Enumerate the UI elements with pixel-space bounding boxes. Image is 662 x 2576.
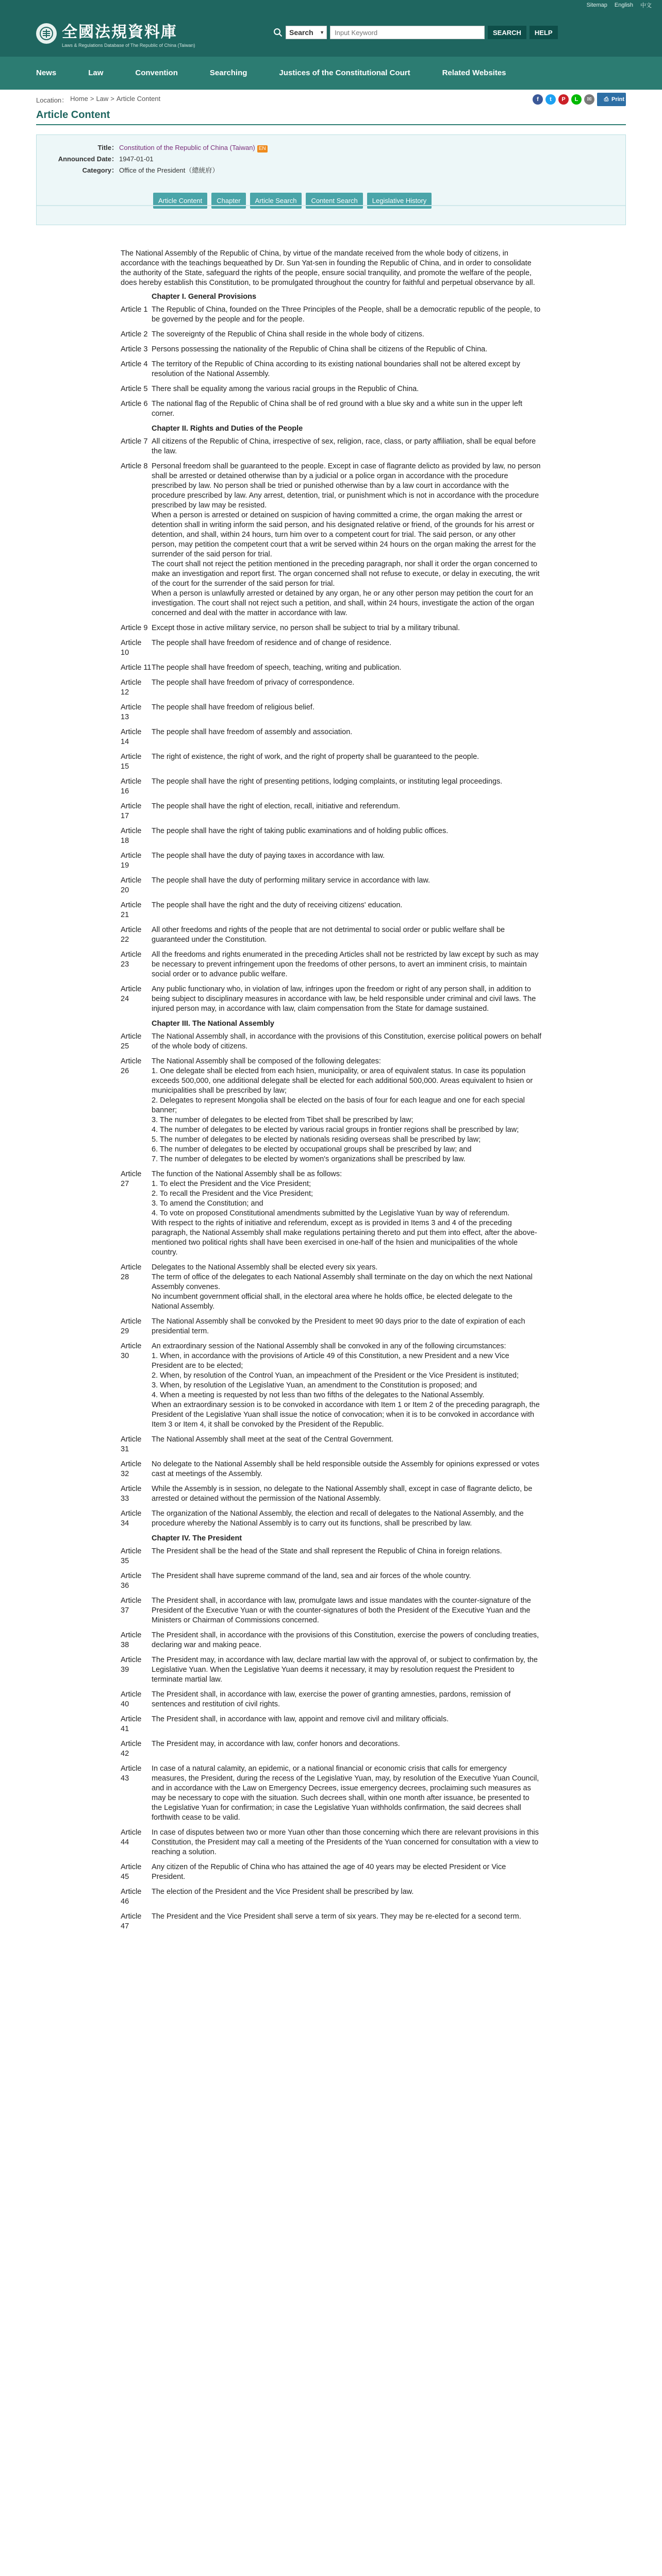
article-row bbox=[121, 1887, 541, 1907]
plurk-icon[interactable]: P bbox=[558, 94, 569, 105]
article-text: The people shall have freedom of assembly and association. bbox=[152, 728, 353, 736]
article-row bbox=[121, 1170, 541, 1258]
article-text: The people shall have freedom of residence and of change of residence. bbox=[152, 639, 392, 647]
article-text: The people shall have the right of presenting petitions, lodging complaints, or instituting legal proceedings. bbox=[152, 777, 503, 786]
article-number[interactable]: Article 34 bbox=[121, 1510, 142, 1528]
article-text: The National Assembly shall be convoked by the President to meet 90 days prior to the date of expiration of each presidential term. bbox=[152, 1317, 525, 1335]
article-row bbox=[121, 305, 541, 325]
article-text: The people shall have freedom of privacy of correspondence. bbox=[152, 679, 355, 687]
breadcrumb-home[interactable]: Home bbox=[70, 94, 88, 103]
chinese-link[interactable]: 中文 bbox=[640, 3, 652, 9]
article-number[interactable]: Article 3 bbox=[121, 345, 148, 353]
search-type-value: Search bbox=[289, 28, 313, 37]
article-number[interactable]: Article 46 bbox=[121, 1888, 142, 1906]
article-row bbox=[121, 623, 541, 633]
article-text: The people shall have the duty of performing military service in accordance with law. bbox=[152, 876, 430, 885]
search-icon bbox=[273, 28, 283, 37]
date-label: Announced Date： bbox=[58, 155, 118, 163]
article-row bbox=[121, 802, 541, 821]
nav-law[interactable]: Law bbox=[88, 69, 104, 77]
law-content bbox=[121, 249, 541, 1931]
tab-article-content[interactable]: Article Content bbox=[153, 193, 207, 209]
article-text: The people shall have freedom of religious belief. bbox=[152, 703, 315, 711]
law-title-link[interactable]: Constitution of the Republic of China (Taiwan) bbox=[119, 144, 255, 151]
facebook-icon[interactable]: f bbox=[533, 94, 543, 105]
printer-icon: ⎙ bbox=[604, 96, 609, 103]
article-row bbox=[121, 950, 541, 979]
nav-related-websites[interactable]: Related Websites bbox=[442, 69, 506, 77]
article-text: No delegate to the National Assembly shall be held responsible outside the Assembly for opinions expressed or votes cast at meetings of the Assembly. bbox=[152, 1460, 540, 1478]
article-text: The national flag of the Republic of China shall be of red ground with a blue sky and a white sun in the upper left corner. bbox=[152, 400, 523, 418]
article-number[interactable]: Article 21 bbox=[121, 901, 142, 919]
article-number[interactable]: Article 5 bbox=[121, 385, 148, 393]
article-number[interactable]: Article 1 bbox=[121, 306, 148, 314]
help-button[interactable]: HELP bbox=[529, 26, 558, 39]
chapter-heading: Chapter III. The National Assembly bbox=[152, 1020, 274, 1028]
article-row bbox=[121, 399, 541, 419]
article-text: Persons possessing the nationality of the Republic of China shall be citizens of the Republic of China. bbox=[152, 345, 488, 353]
article-text: The election of the President and the Vice President shall be prescribed by law. bbox=[152, 1888, 414, 1896]
print-label: Print bbox=[611, 96, 625, 103]
article-text: The President shall, in accordance with law, promulgate laws and issue mandates with the counter-signature of the President of the Executive Yuan or with the counter-signatures of both the President of the Executive Yuan and the Ministers or Chairman of Commissions concerned. bbox=[152, 1597, 531, 1624]
article-number[interactable]: Article 8 bbox=[121, 462, 148, 470]
article-number[interactable]: Article 14 bbox=[121, 728, 142, 746]
article-text: The organization of the National Assembly, the election and recall of delegates to the National Assembly, and the procedure whereby the National Assembly is to carry out its functions, shall be prescribed by law. bbox=[152, 1510, 524, 1528]
article-row bbox=[121, 727, 541, 747]
article-number[interactable]: Article 12 bbox=[121, 679, 142, 697]
article-row bbox=[121, 1342, 541, 1430]
article-number[interactable]: Article 16 bbox=[121, 777, 142, 795]
article-number[interactable]: Article 37 bbox=[121, 1597, 142, 1615]
article-text: All other freedoms and rights of the people that are not detrimental to social order or public welfare shall be guaranteed under the Constitution. bbox=[152, 926, 505, 944]
emblem-icon bbox=[36, 23, 57, 44]
article-row bbox=[121, 925, 541, 945]
article-number[interactable]: Article 36 bbox=[121, 1572, 142, 1590]
tab-chapter[interactable]: Chapter bbox=[211, 193, 245, 209]
logo-subtitle: Laws & Regulations Database of The Republic of China (Taiwan) bbox=[62, 43, 195, 48]
article-row bbox=[121, 360, 541, 379]
article-number[interactable]: Article 27 bbox=[121, 1170, 142, 1188]
search-button[interactable]: SEARCH bbox=[488, 26, 526, 39]
article-row bbox=[121, 1317, 541, 1336]
article-text: The people shall have the duty of paying taxes in accordance with law. bbox=[152, 852, 385, 860]
article-row bbox=[121, 703, 541, 722]
article-number[interactable]: Article 17 bbox=[121, 802, 142, 820]
article-row bbox=[121, 1862, 541, 1882]
email-icon[interactable]: ✉ bbox=[584, 94, 594, 105]
category-label: Category： bbox=[82, 166, 118, 174]
utility-bar bbox=[0, 0, 662, 10]
main-nav bbox=[0, 57, 662, 90]
article-text: In case of a natural calamity, an epidemic, or a national financial or economic crisis that calls for emergency measures, the President, during the recess of the Legislative Yuan, may, by resolution of the Executive Yuan Council, and in accordance with the Law on Emergency Decrees, issue emergency decrees, proclaiming such measures as may be necessary to cope with the situation. Such decrees shall, within one month after issuance, be presented to the Legislative Yuan for confirmation; in case the Legislative Yuan withholds confirmation, the said decrees shall forthwith cease to be valid. bbox=[152, 1765, 539, 1822]
article-row bbox=[121, 638, 541, 658]
en-badge: EN bbox=[257, 145, 268, 152]
category-value: Office of the President（總統府） bbox=[119, 166, 219, 174]
chapter-heading: Chapter I. General Provisions bbox=[152, 293, 257, 301]
article-text: The people shall have freedom of speech, teaching, writing and publication. bbox=[152, 664, 402, 672]
article-number[interactable]: Article 26 bbox=[121, 1057, 142, 1075]
article-text: The National Assembly shall be composed of the following delegates: 1. One delegate shall be elected from each hsien, municipality, or area of equivalent status. In case its population exceeds 500,000, one additional delegate shall be elected for each additional 500,000. Areas equivalent to hsien or municipalities shall be prescribed by law; 2. Delegates to represent Mongolia shall be elected on the basis of four for each league and one for each special banner; 3. The number of delegates to be elected from Tibet shall be prescribed by law; 4. The number of delegates to be elected by various racial groups in frontier regions shall be prescribed by law; 5. The number of delegates to be elected by nationals residing overseas shall be prescribed by law; 6. The number of delegates to be elected by occupational groups shall be prescribed by law; and 7. The number of delegates to be elected by women's organizations shall be prescribed by law. bbox=[152, 1057, 533, 1163]
article-text: Personal freedom shall be guaranteed to the people. Except in case of flagrante delicto as provided by law, no person shall be arrested or detained otherwise than by a judicial or a police organ in accordance with the procedure prescribed by law. No person shall be tried or punished otherwise than by a law court in accordance with the procedure prescribed by law. Any arrest, detention, trial, or punishment which is not in accordance with the procedure prescribed by law may be resisted. When a person is arrested or detained on suspicion of having committed a crime, the organ making the arrest or detention shall in writing inform the said person, and his designated relative or friend, of the grounds for his arrest or detention, and shall, within 24 hours, turn him over to a competent court for trial. The said person, or any other person, may petition the competent court that a writ be served within 24 hours on the organ making the arrest for the surrender of the said person for trial. The court shall not reject the petition mentioned in the preceding paragraph, nor shall it order the organ concerned to make an investigation and report first. The organ concerned shall not refuse to execute, or delay in executing, the writ of the court for the surrender of the said person for trial. When a person is unlawfully arrested or detained by any organ, he or any other person may petition the court for an investigation. The court shall not reject such a petition, and shall, within 24 hours, investigate the action of the organ concerned and deal with the matter in accordance with law. bbox=[152, 462, 541, 617]
article-row bbox=[121, 1912, 541, 1931]
announced-date: 1947-01-01 bbox=[119, 155, 154, 163]
article-text: The President shall be the head of the State and shall represent the Republic of China in foreign relations. bbox=[152, 1547, 502, 1555]
article-row bbox=[121, 384, 541, 394]
search-type-select[interactable] bbox=[286, 26, 327, 39]
breadcrumb-row bbox=[0, 90, 662, 109]
article-number[interactable]: Article 13 bbox=[121, 703, 142, 721]
breadcrumb-separator: > bbox=[110, 94, 114, 103]
article-row bbox=[121, 1547, 541, 1566]
article-text: The people shall have the right of election, recall, initiative and referendum. bbox=[152, 802, 401, 810]
breadcrumb bbox=[36, 95, 160, 105]
article-text: In case of disputes between two or more Yuan other than those concerning which there are relevant provisions in this Constitution, the President may call a meeting of the Presidents of the Yuan concerned for consultation with a view to reaching a solution. bbox=[152, 1828, 539, 1856]
article-text: The National Assembly shall, in accordance with the provisions of this Constitution, exercise political powers on behalf of the whole body of citizens. bbox=[152, 1032, 541, 1050]
article-text: The President shall, in accordance with law, appoint and remove civil and military officials. bbox=[152, 1715, 449, 1723]
article-text: The right of existence, the right of work, and the right of property shall be guaranteed to the people. bbox=[152, 753, 479, 761]
article-text: The President may, in accordance with law, declare martial law with the approval of, or subject to confirmation by, the Legislative Yuan. When the Legislative Yuan deems it necessary, it may by resolution request the President to terminate martial law. bbox=[152, 1656, 538, 1684]
english-link[interactable]: English bbox=[614, 2, 633, 8]
logo-title: 全國法規資料庫 bbox=[62, 23, 177, 41]
article-row bbox=[121, 826, 541, 846]
article-row bbox=[121, 876, 541, 895]
article-text: The President shall, in accordance with law, exercise the power of granting amnesties, pardons, remission of sentences and restitution of civil rights. bbox=[152, 1690, 511, 1708]
article-row bbox=[121, 985, 541, 1014]
article-number[interactable]: Article 42 bbox=[121, 1740, 142, 1758]
article-text: The President and the Vice President shall serve a term of six years. They may be re-elected for a second term. bbox=[152, 1912, 521, 1921]
article-row bbox=[121, 462, 541, 618]
article-number[interactable]: Article 23 bbox=[121, 951, 142, 969]
article-number[interactable]: Article 19 bbox=[121, 852, 142, 870]
article-number[interactable]: Article 4 bbox=[121, 360, 148, 368]
article-row bbox=[121, 678, 541, 698]
article-row bbox=[121, 1032, 541, 1052]
site-logo[interactable] bbox=[36, 19, 195, 48]
article-number[interactable]: Article 39 bbox=[121, 1656, 142, 1674]
article-text: While the Assembly is in session, no delegate to the National Assembly shall, except in case of flagrante delicto, be arrested or detained without the permission of the National Assembly. bbox=[152, 1485, 533, 1503]
article-row bbox=[121, 663, 541, 673]
article-row bbox=[121, 1460, 541, 1479]
article-number[interactable]: Article 35 bbox=[121, 1547, 142, 1565]
article-number[interactable]: Article 44 bbox=[121, 1828, 142, 1846]
article-text: The President may, in accordance with law, confer honors and decorations. bbox=[152, 1740, 400, 1748]
law-info-box bbox=[36, 134, 626, 225]
article-number[interactable]: Article 31 bbox=[121, 1435, 142, 1453]
share-tools bbox=[533, 93, 626, 106]
article-row bbox=[121, 1690, 541, 1709]
article-row bbox=[121, 901, 541, 920]
article-row bbox=[121, 1509, 541, 1529]
article-number[interactable]: Article 28 bbox=[121, 1263, 142, 1281]
article-text: Any citizen of the Republic of China who has attained the age of 40 years may be elected President or Vice President. bbox=[152, 1863, 506, 1881]
breadcrumb-label: Location： bbox=[36, 96, 69, 104]
article-text: The National Assembly shall meet at the seat of the Central Government. bbox=[152, 1435, 394, 1444]
article-number[interactable]: Article 45 bbox=[121, 1863, 142, 1881]
tab-legislative-history[interactable]: Legislative History bbox=[367, 193, 432, 209]
article-number[interactable]: Article 47 bbox=[121, 1912, 142, 1930]
article-row bbox=[121, 437, 541, 456]
law-tabs bbox=[153, 193, 432, 209]
nav-news[interactable]: News bbox=[36, 69, 57, 77]
article-row bbox=[121, 1435, 541, 1454]
article-number[interactable]: Article 15 bbox=[121, 753, 142, 771]
article-number[interactable]: Article 24 bbox=[121, 985, 142, 1003]
article-row bbox=[121, 851, 541, 871]
article-row bbox=[121, 1484, 541, 1504]
article-row bbox=[121, 1828, 541, 1857]
article-row bbox=[121, 1715, 541, 1734]
article-number[interactable]: Article 9 bbox=[121, 624, 148, 632]
article-number[interactable]: Article 41 bbox=[121, 1715, 142, 1733]
sitemap-link[interactable]: Sitemap bbox=[586, 2, 607, 8]
article-row bbox=[121, 1571, 541, 1591]
article-text: The President shall have supreme command of the land, sea and air forces of the whole country. bbox=[152, 1572, 471, 1580]
article-text: The people shall have the right and the duty of receiving citizens' education. bbox=[152, 901, 403, 909]
article-number[interactable]: Article 11 bbox=[121, 664, 152, 672]
article-row bbox=[121, 1739, 541, 1759]
article-row bbox=[121, 1263, 541, 1312]
article-number[interactable]: Article 30 bbox=[121, 1342, 142, 1360]
article-text: Any public functionary who, in violation of law, infringes upon the freedom or right of any person shall, in addition to being subject to disciplinary measures in accordance with law, be held responsible under criminal and civil laws. The injured person may, in accordance with law, claim compensation from the State for damage sustained. bbox=[152, 985, 536, 1013]
article-text: The people shall have the right of taking public examinations and of holding public offices. bbox=[152, 827, 449, 835]
breadcrumb-separator: > bbox=[90, 94, 94, 103]
article-text: Except those in active military service, no person shall be subject to trial by a military tribunal. bbox=[152, 624, 460, 632]
twitter-icon[interactable]: t bbox=[545, 94, 556, 105]
article-text: The territory of the Republic of China according to its existing national boundaries shall not be altered except by resolution of the National Assembly. bbox=[152, 360, 520, 378]
article-number[interactable]: Article 32 bbox=[121, 1460, 142, 1478]
tab-content-search[interactable]: Content Search bbox=[306, 193, 362, 209]
article-text: An extraordinary session of the National Assembly shall be convoked in any of the following circumstances: 1. When, in accordance with the provisions of Article 49 of this Constitution, a new President and a new Vice President are to be elected; 2. When, by resolution of the Control Yuan, an impeachment of the President or the Vice President is instituted; 3. When, by resolution of the Legislative Yuan, an amendment to the Constitution is proposed; and 4. When a meeting is requested by not less than two fifths of the delegates to the National Assembly. When an extraordinary session is to be convoked in accordance with Item 1 or Item 2 of the preceding paragraph, the President of the Legislative Yuan shall issue the notice of convocation; when it is to be convoked in accordance with Item 3 or Item 4, it shall be convoked by the President of the Republic. bbox=[152, 1342, 540, 1429]
article-text: The function of the National Assembly shall be as follows: 1. To elect the President and the Vice President; 2. To recall the President and the Vice President; 3. To amend the Constitution; and 4. To vote on proposed Constitutional amendments submitted by the Legislative Yuan by way of referendum. With respect to the rights of initiative and referendum, except as is provided in Items 3 and 4 of the preceding paragraph, the National Assembly shall make regulations pertaining thereto and put them into effect, after the above-mentioned two political rights shall have been exercised in one-half of the hsien and municipalities of the whole country. bbox=[152, 1170, 537, 1257]
print-button[interactable] bbox=[597, 93, 626, 106]
article-number[interactable]: Article 6 bbox=[121, 400, 148, 408]
chapter-heading: Chapter II. Rights and Duties of the People bbox=[152, 425, 303, 433]
article-number[interactable]: Article 43 bbox=[121, 1765, 142, 1783]
article-text: The President shall, in accordance with the provisions of this Constitution, exercise the powers of concluding treaties, declaring war and making peace. bbox=[152, 1631, 539, 1649]
line-icon[interactable]: L bbox=[571, 94, 582, 105]
article-text: There shall be equality among the various racial groups in the Republic of China. bbox=[152, 385, 419, 393]
article-number[interactable]: Article 2 bbox=[121, 330, 148, 338]
article-number[interactable]: Article 29 bbox=[121, 1317, 142, 1335]
article-text: All the freedoms and rights enumerated in the preceding Articles shall not be restricted by law except by such as may be necessary to prevent infringement upon the freedoms of other persons, to avert an imminent crisis, to maintain social order or to advance public welfare. bbox=[152, 951, 539, 978]
article-row bbox=[121, 777, 541, 796]
article-text: The Republic of China, founded on the Three Principles of the People, shall be a democratic republic of the people, to be governed by the people and for the people. bbox=[152, 306, 541, 324]
article-text: The sovereignty of the Republic of China shall reside in the whole body of citizens. bbox=[152, 330, 424, 338]
article-number[interactable]: Article 20 bbox=[121, 876, 142, 894]
title-label: Title： bbox=[97, 144, 118, 151]
nav-searching[interactable]: Searching bbox=[209, 69, 247, 77]
article-row bbox=[121, 1655, 541, 1685]
article-row bbox=[121, 752, 541, 772]
site-header bbox=[0, 10, 662, 57]
page-title: Article Content bbox=[36, 109, 626, 125]
preamble: The National Assembly of the Republic of China, by virtue of the mandate received from the whole body of citizens, in accordance with the teachings bequeathed by Dr. Sun Yat-sen in founding the Republic of China, and in order to consolidate the authority of the State, safeguard the rights of the people, ensure social tranquility, and promote the welfare of the people, does hereby establish this Constitution, to be promulgated throughout the country for faithful and perpetual observance by all. bbox=[121, 249, 535, 287]
tab-article-search[interactable]: Article Search bbox=[250, 193, 302, 209]
article-number[interactable]: Article 38 bbox=[121, 1631, 142, 1649]
info-divider bbox=[37, 205, 625, 206]
nav-justices[interactable]: Justices of the Constitutional Court bbox=[279, 69, 410, 77]
article-row bbox=[121, 1057, 541, 1164]
article-number[interactable]: Article 10 bbox=[121, 639, 142, 657]
chapter-heading: Chapter IV. The President bbox=[152, 1534, 242, 1543]
article-number[interactable]: Article 40 bbox=[121, 1690, 142, 1708]
nav-convention[interactable]: Convention bbox=[135, 69, 178, 77]
article-row bbox=[121, 1764, 541, 1823]
article-number[interactable]: Article 25 bbox=[121, 1032, 142, 1050]
breadcrumb-current: Article Content bbox=[116, 94, 161, 103]
article-number[interactable]: Article 7 bbox=[121, 437, 148, 446]
search-area bbox=[273, 26, 558, 39]
article-row bbox=[121, 345, 541, 354]
search-input[interactable] bbox=[330, 26, 485, 39]
article-row bbox=[121, 1596, 541, 1625]
article-row bbox=[121, 1631, 541, 1650]
article-row bbox=[121, 330, 541, 340]
article-text: Delegates to the National Assembly shall be elected every six years. The term of office of the delegates to each National Assembly shall terminate on the day on which the next National Assembly convenes. No incumbent government official shall, in the electoral area where he holds office, be elected delegate to the National Assembly. bbox=[152, 1263, 533, 1311]
article-text: All citizens of the Republic of China, irrespective of sex, religion, race, class, or party affiliation, shall be equal before the law. bbox=[152, 437, 536, 455]
chevron-down-icon: ▼ bbox=[320, 30, 324, 35]
article-number[interactable]: Article 22 bbox=[121, 926, 142, 944]
breadcrumb-law[interactable]: Law bbox=[96, 94, 109, 103]
article-number[interactable]: Article 18 bbox=[121, 827, 142, 845]
article-number[interactable]: Article 33 bbox=[121, 1485, 142, 1503]
